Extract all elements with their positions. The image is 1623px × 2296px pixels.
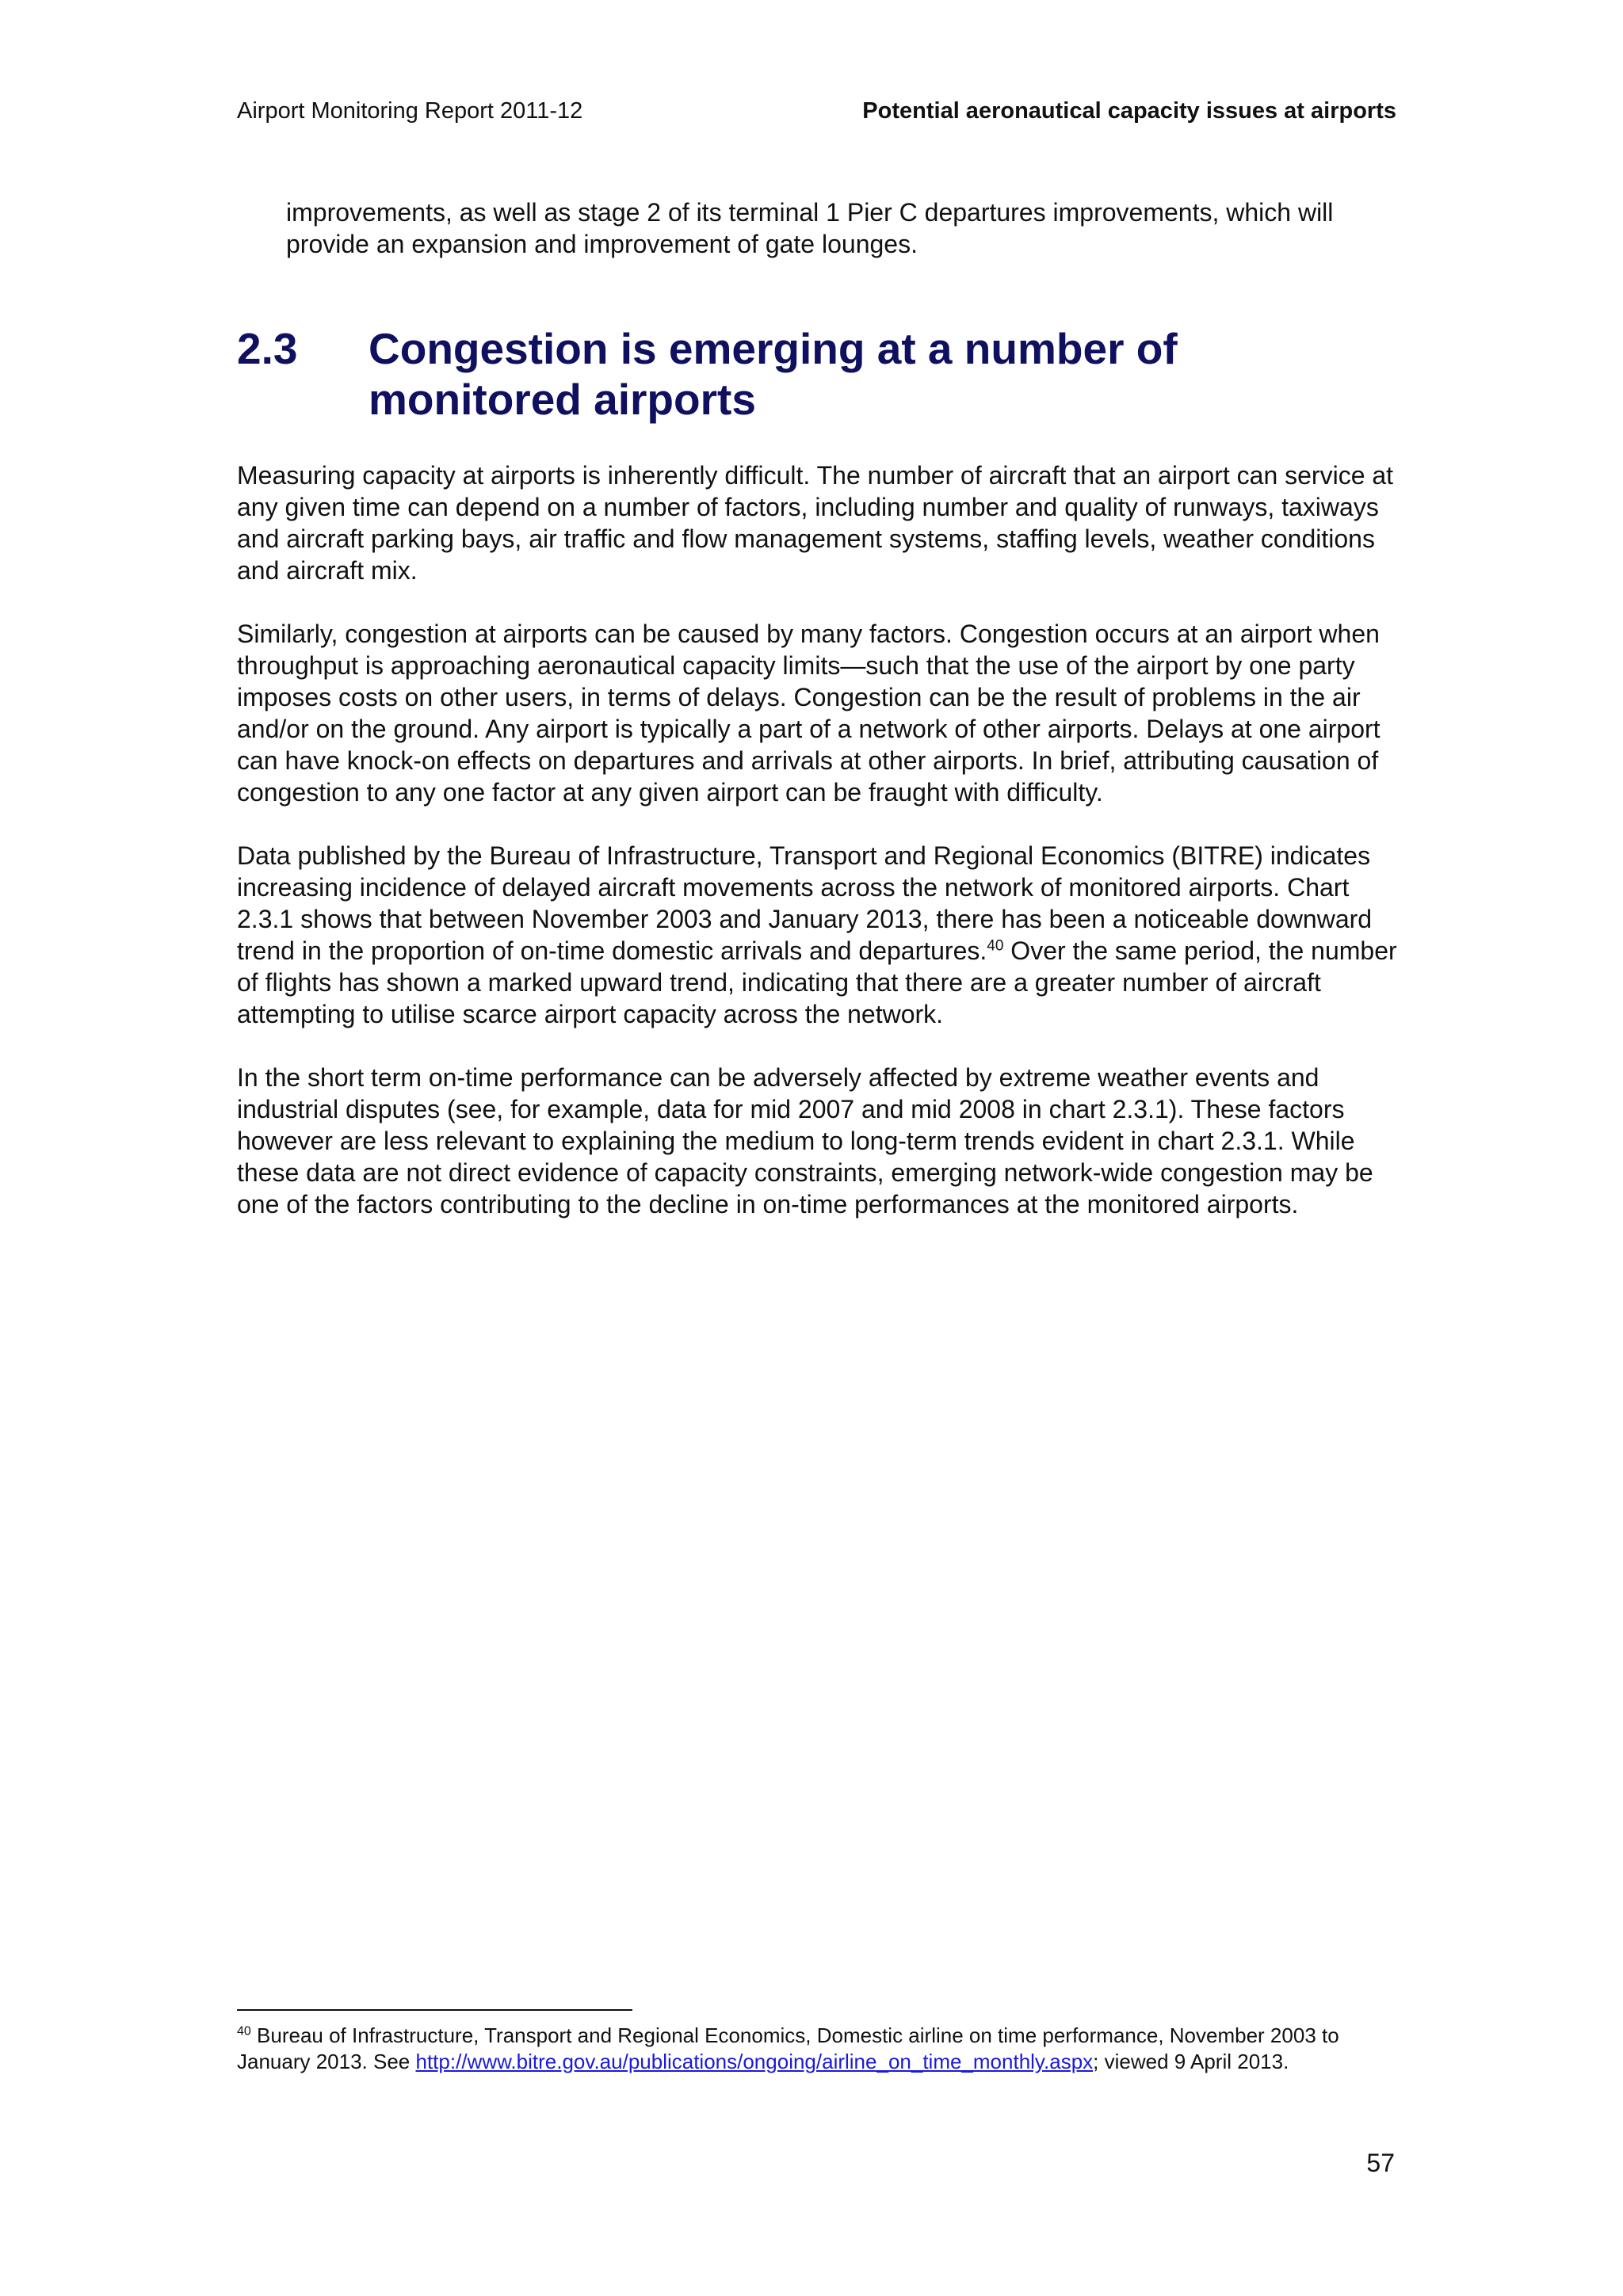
footnote-link[interactable]: http://www.bitre.gov.au/publications/ongoing/airline_on_time_monthly.aspx [415, 2050, 1094, 2073]
running-header [237, 95, 1396, 127]
report-title: Airport Monitoring Report 2011-12 [237, 98, 583, 124]
paragraph-measuring-capacity: Measuring capacity at airports is inherently difficult. The number of aircraft that an airport can service at any given time can depend on a number of factors, including number and quality of runways, taxiways and aircraft parking bays, air traffic and flow management systems, staffing levels, weather conditions and aircraft mix. [237, 461, 1394, 585]
section-number: 2.3 [237, 324, 298, 373]
section-body [237, 460, 1402, 1252]
footnote-reference[interactable]: 40 [987, 937, 1004, 955]
footnote [237, 2023, 1402, 2075]
paragraph-text: Data published by the Bureau of Infrastructure, Transport and Regional Economics (BITRE) indicates increasing incidence of delayed aircraft movements across the network of monitored airports. Chart 2.3.1 shows that between November 2003 and January 2013, there has been a noticeable downward trend in the proportion of on-time domestic arrivals and departures. [237, 841, 1373, 965]
paragraph-short-term-performance: In the short term on-time performance can be adversely affected by extreme weather events and industrial disputes (see, for example, data for mid 2007 and mid 2008 in chart 2.3.1). These factors however are less relevant to explaining the medium to long-term trends evident in chart 2.3.1. While these data are not direct evidence of capacity constraints, emerging network-wide congestion may be one of the factors contributing to the decline in on-time performances at the monitored airports. [237, 1063, 1373, 1219]
paragraph-bitre-data [237, 840, 1402, 1030]
paragraph-text: Over the same period, the number of flights has shown a marked upward trend, indicating that there are a greater number of aircraft attempting to utilise scarce airport capacity across the network. [237, 936, 1397, 1028]
footnote-number: 40 [237, 2024, 251, 2039]
chapter-title: Potential aeronautical capacity issues at airports [862, 98, 1396, 124]
continuation-paragraph: improvements, as well as stage 2 of its terminal 1 Pier C departures improvements, which will provide an expansion and improvement of gate lounges. [286, 198, 1334, 258]
section-heading [237, 323, 1394, 425]
paragraph-congestion-causes: Similarly, congestion at airports can be caused by many factors. Congestion occurs at an airport when throughput is approaching aeronautical capacity limits—such that the use of the airport by one party imposes costs on other users, in terms of delays. Congestion can be the result of problems in the air and/or on the ground. Any airport is typically a part of a network of other airports. Delays at one airport can have knock-on effects on departures and arrivals at other airports. In brief, attributing causation of congestion to any one factor at any given airport can be fraught with difficulty. [237, 620, 1381, 807]
footnote-text-end: ; viewed 9 April 2013. [1093, 2050, 1289, 2073]
page-number: 57 [1366, 2149, 1395, 2177]
footnote-separator [237, 2009, 632, 2011]
footnote-text: Bureau of Infrastructure, Transport and Regional Economics, Domestic airline on time performance, November 2003 to January 2013. See [237, 2023, 1339, 2073]
section-title: Congestion is emerging at a number of monitored airports [369, 324, 1178, 424]
